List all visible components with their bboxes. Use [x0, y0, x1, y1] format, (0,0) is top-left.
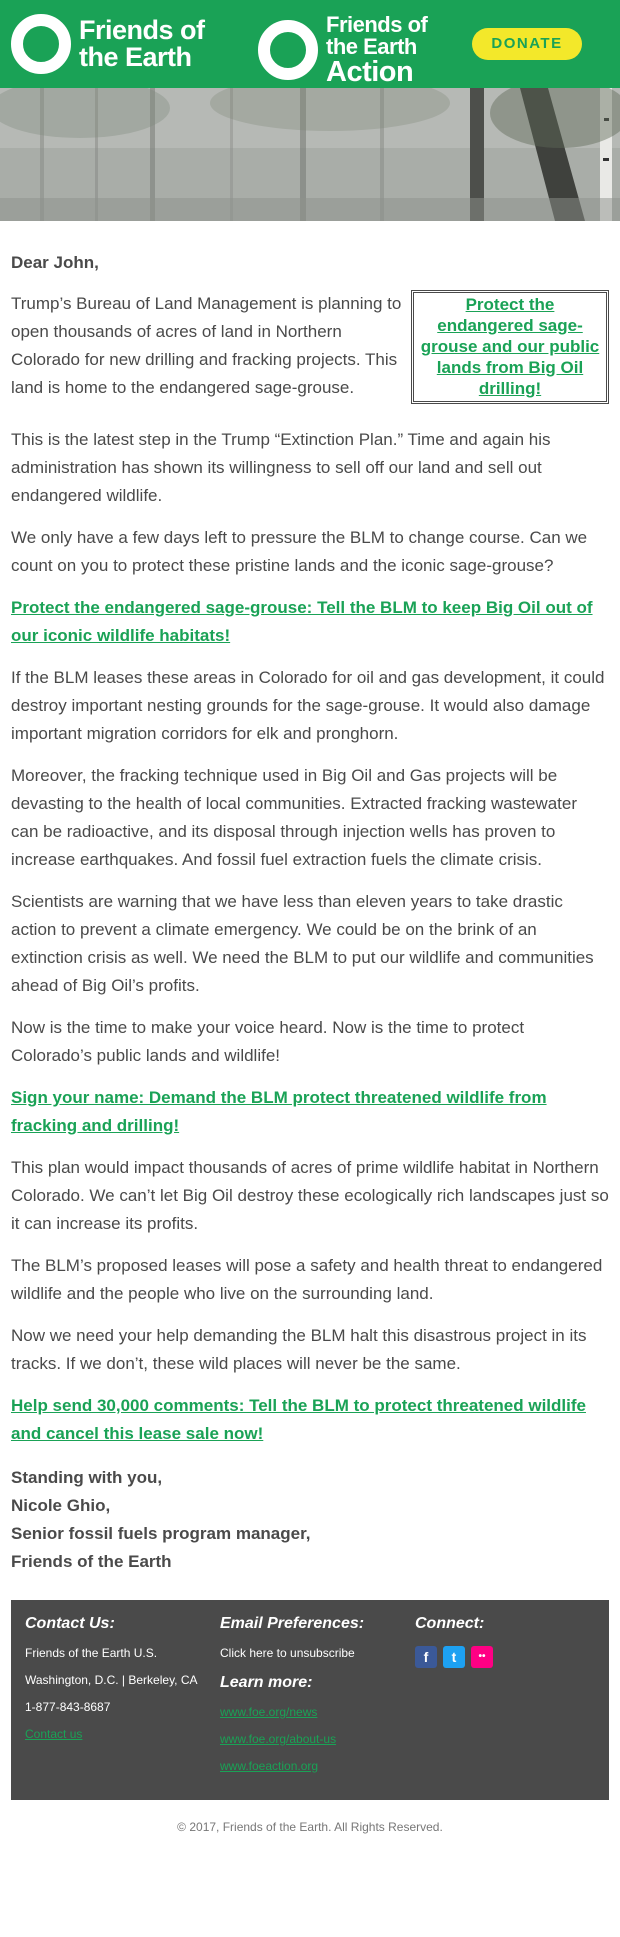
- footer-org: Friends of the Earth U.S.: [25, 1646, 158, 1660]
- contact-us-link[interactable]: Contact us: [25, 1727, 83, 1741]
- signature-org: Friends of the Earth: [11, 1552, 172, 1571]
- paragraph-5: Moreover, the fracking technique used in Big Oil and Gas projects will be devasting to the health of local communities. Extracted fracking wastewater can be radioactive, and its disposal through injection wells has proven to increase earthquakes. And fossil fuel extraction fuels the climate crisis.: [11, 766, 578, 869]
- email-preferences-heading: Email Preferences:: [220, 1615, 365, 1632]
- foe-logo-ring-icon: [11, 14, 71, 74]
- foe-logo-line2: the Earth: [79, 42, 192, 72]
- signature-closing: Standing with you,: [11, 1468, 163, 1487]
- foe-logo-line1: Friends of: [79, 15, 205, 45]
- signature-name: Nicole Ghio,: [11, 1496, 111, 1515]
- about-us-link[interactable]: www.foe.org/about-us: [220, 1732, 337, 1746]
- learn-more-heading: Learn more:: [220, 1674, 313, 1691]
- paragraph-7: Now is the time to make your voice heard. Now is the time to protect Colorado’s public lands and wildlife!: [11, 1018, 525, 1065]
- foe-action-logo-text: [326, 14, 427, 86]
- callout-box: [411, 290, 609, 404]
- paragraph-4: If the BLM leases these areas in Colorado for oil and gas development, it could destroy important nesting grounds for the sage-grouse. It would also damage important migration corridors for elk and pronghorn.: [11, 668, 605, 743]
- footer-preferences-column: [220, 1614, 395, 1786]
- connect-heading: Connect:: [415, 1615, 485, 1632]
- signature-title: Senior fossil fuels program manager,: [11, 1524, 311, 1543]
- callout-link[interactable]: Protect the endangered sage-grouse and our public lands from Big Oil drilling!: [420, 295, 600, 398]
- social-icons: [415, 1646, 585, 1668]
- footer-location: Washington, D.C. | Berkeley, CA: [25, 1673, 198, 1687]
- paragraph-2: This is the latest step in the Trump “Extinction Plan.” Time and again his administration has shown its willingness to sell off our land and sell out endangered wildlife.: [11, 430, 551, 505]
- news-link[interactable]: www.foe.org/news: [220, 1705, 318, 1719]
- forest-illustration: [0, 88, 620, 221]
- paragraph-3: We only have a few days left to pressure the BLM to change course. Can we count on you to protect these pristine lands and the iconic sage-grouse?: [11, 528, 588, 575]
- email-body: [0, 252, 620, 1576]
- footer-connect-column: [415, 1614, 585, 1668]
- paragraph-6: Scientists are warning that we have less than eleven years to take drastic action to prevent a climate emergency. We could be on the brink of an extinction crisis as well. We need the BLM to put our wildlife and communities ahead of Big Oil’s profits.: [11, 892, 594, 995]
- contact-heading: Contact Us:: [25, 1615, 115, 1632]
- facebook-icon[interactable]: f: [415, 1646, 437, 1668]
- donate-button[interactable]: DONATE: [472, 28, 582, 60]
- unsubscribe-link[interactable]: Click here to unsubscribe: [220, 1646, 355, 1660]
- footer-phone: 1-877-843-8687: [25, 1700, 111, 1714]
- foe-action-logo-line1: Friends of: [326, 12, 428, 37]
- foe-logo-text: [79, 17, 205, 71]
- foe-action-logo-ring-icon: [258, 20, 318, 80]
- foe-logo[interactable]: [11, 14, 205, 74]
- foe-action-logo-line2: the Earth: [326, 34, 417, 59]
- cta-link-2[interactable]: Sign your name: Demand the BLM protect threatened wildlife from fracking and drilling!: [11, 1088, 547, 1135]
- signature: [11, 1464, 609, 1576]
- foe-action-logo-line3: Action: [326, 56, 414, 88]
- copyright-notice: © 2017, Friends of the Earth. All Rights Reserved.: [177, 1820, 443, 1834]
- forest-hero-image: [0, 88, 620, 221]
- paragraph-10: Now we need your help demanding the BLM halt this disastrous project in its tracks. If we don’t, these wild places will never be the same.: [11, 1326, 587, 1373]
- foe-action-logo[interactable]: [258, 14, 427, 86]
- paragraph-1: Trump’s Bureau of Land Management is planning to open thousands of acres of land in Northern Colorado for new drilling and fracking projects. This land is home to the endangered sage-grouse.: [11, 294, 402, 397]
- foe-action-link[interactable]: www.foeaction.org: [220, 1759, 319, 1773]
- paragraph-8: This plan would impact thousands of acres of prime wildlife habitat in Northern Colorado. We can’t let Big Oil destroy these ecologically rich landscapes just so it can increase its profits.: [11, 1158, 609, 1233]
- greeting: Dear John,: [11, 253, 99, 272]
- intro-section: [11, 290, 609, 412]
- footer-contact-column: [25, 1614, 200, 1754]
- email-header: [0, 0, 620, 88]
- cta-link-3[interactable]: Help send 30,000 comments: Tell the BLM to protect threatened wildlife and cancel this lease sale now!: [11, 1396, 586, 1443]
- paragraph-9: The BLM’s proposed leases will pose a safety and health threat to endangered wildlife and the people who live on the surrounding land.: [11, 1256, 603, 1303]
- cta-link-1[interactable]: Protect the endangered sage-grouse: Tell the BLM to keep Big Oil out of our iconic wildlife habitats!: [11, 598, 593, 645]
- twitter-icon[interactable]: t: [443, 1646, 465, 1668]
- email-footer: [11, 1600, 609, 1800]
- flickr-icon[interactable]: ••: [471, 1646, 493, 1668]
